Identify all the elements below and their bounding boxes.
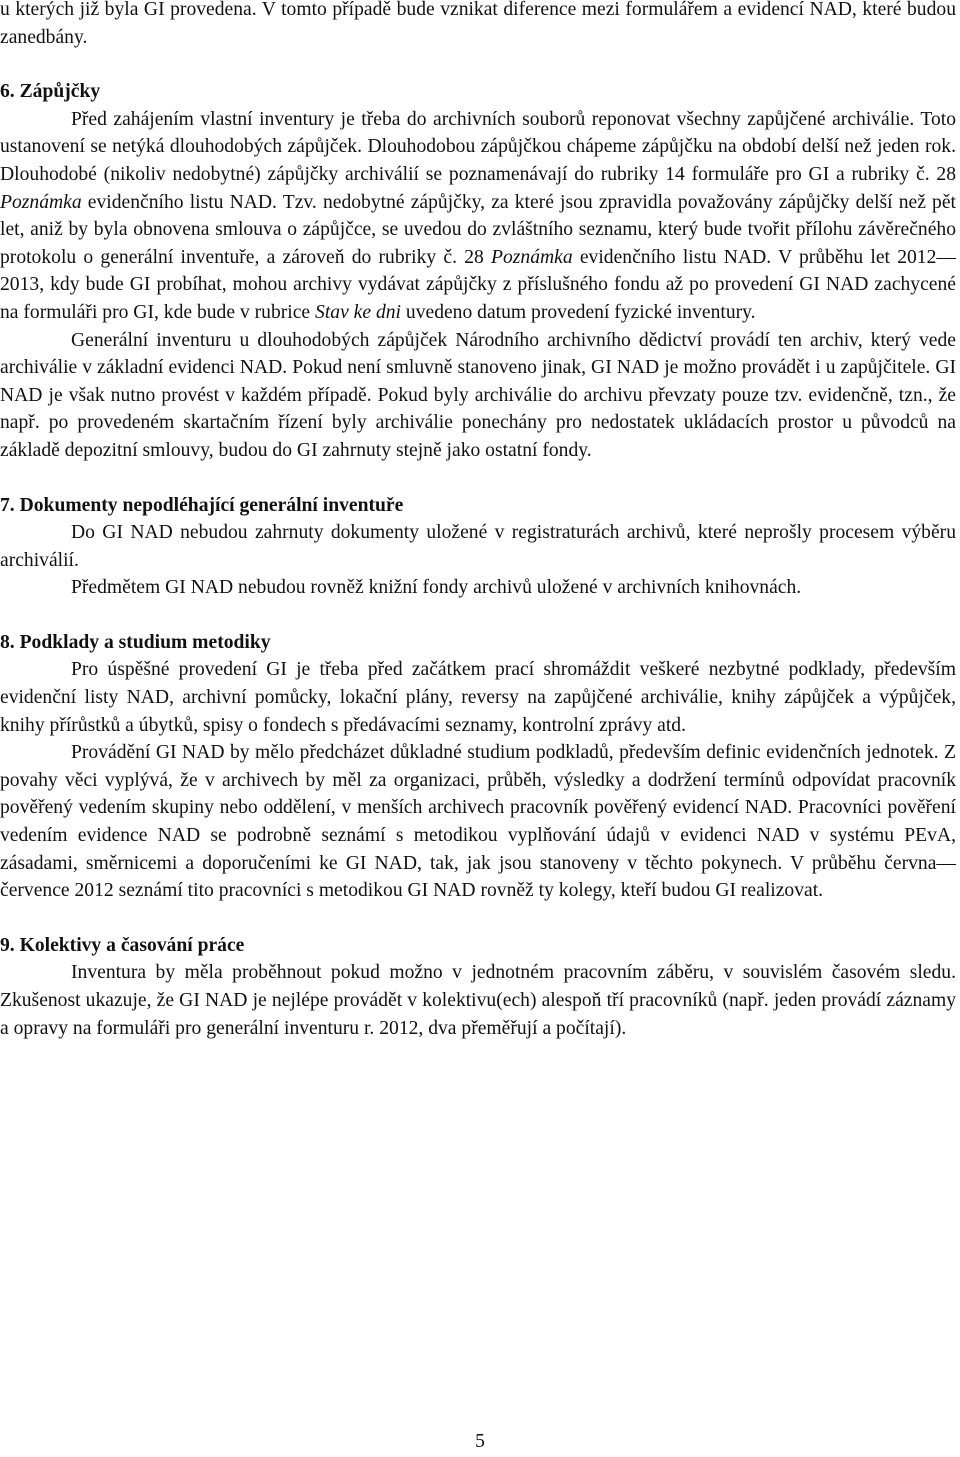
- italic-term: Poznámka: [0, 191, 82, 213]
- paragraph-kolektivy-1: Inventura by měla proběhnout pokud možno v jednotném pracovním záběru, v souvislém časovém sledu. Zkušenost ukazuje, že GI NAD je nejlépe provádět v kolektivu(ech) alespoň tří pracovníků (např. jeden provádí záznamy a opravy na formuláři pro generální inventuru r. 2012, dva přeměřují a počítají).: [0, 962, 956, 1039]
- paragraph-zapujcky-1: [0, 106, 956, 327]
- spacer: [0, 465, 956, 492]
- spacer: [0, 602, 956, 629]
- section-heading-dokumenty: 7. Dokumenty nepodléhající generální inventuře: [0, 494, 404, 516]
- paragraph-zapujcky-2: Generální inventuru u dlouhodobých zápůjček Národního archivního dědictví provádí ten archiv, který vede archiválie v základní evidenci NAD. Pokud není smluvně stanoveno jinak, GI NAD je možno provádět i u zapůjčitele. GI NAD je však nutno provést v každém případě. Pokud byly archiválie do archivu převzaty pouze tzv. evidenčně, tzn., že např. po provedeném skartačním řízení byly archiválie ponechány pro nedostatek ukládacích prostor u původců na základě depozitní smlouvy, budou do GI zahrnuty stejně jako ostatní fondy.: [0, 329, 956, 461]
- section-heading-kolektivy: 9. Kolektivy a časování práce: [0, 934, 245, 956]
- text-run: Před zahájením vlastní inventury je třeba do archivních souborů reponovat všechny zapůjčené archiválie. Toto ustanovení se netýká dlouhodobých zápůjček. Dlouhodobou zápůjčkou chápeme zápůjčku na období delší než jeden rok. Dlouhodobé (nikoliv nedobytné) zápůjčky archiválií se poznamenávají do rubriky 14 formuláře pro GI a rubriky č. 28: [0, 108, 956, 185]
- paragraph-podklady-1: Pro úspěšné provedení GI je třeba před začátkem prací shromáždit veškeré nezbytné podklady, především evidenční listy NAD, archivní pomůcky, lokační plány, reversy na zapůjčené archiválie, knihy zápůjček a výpůjček, knihy přírůstků a úbytků, spisy o fondech s předávacími seznamy, kontrolní zprávy atd.: [0, 659, 956, 736]
- text-run: evidenčního listu NAD. Tzv. nedobytné zápůjčky, za které jsou zpravidla považovány zápůjčky delší než pět let, aniž by byla obnovena smlouva o zápůjčce, se uvedou do zvláštního seznamu, který bude tvořit přílohu závěrečného protokolu o generální inventuře, a zároveň do rubriky č. 28: [0, 191, 956, 268]
- spacer: [0, 905, 956, 932]
- italic-term: Stav ke dni: [315, 301, 401, 323]
- section-heading-zapujcky: 6. Zápůjčky: [0, 81, 101, 103]
- paragraph-podklady-2: Provádění GI NAD by mělo předcházet důkladné studium podkladů, především definic evidenčních jednotek. Z povahy věci vyplývá, že v archivech by měl za organizaci, průběh, výsledky a dodržení termínů odpovídat pracovník pověřený vedením skupiny nebo oddělení, v menších archivech pracovník pověřený evidencí NAD. Pracovníci pověření vedením evidence NAD se podrobně seznámí s metodikou vyplňování údajů v evidenci NAD v systému PEvA, zásadami, směrnicemi a doporučeními ke GI NAD, tak, jak jsou stanoveny v těchto pokynech. V průběhu června—července 2012 seznámí tito pracovníci s metodikou GI NAD rovněž ty kolegy, kteří budou GI realizovat.: [0, 742, 956, 902]
- text-run: evidenčního listu NAD. V průběhu let 2012—2013, kdy bude GI probíhat, mohou archivy vydávat zápůjčky z příslušného fondu až po provedení GI NAD zachycené na formuláři pro GI, kde bude v rubrice: [0, 246, 956, 323]
- text-run: uvedeno datum provedení fyzické inventury.: [401, 301, 756, 323]
- paragraph-dokumenty-2: Předmětem GI NAD nebudou rovněž knižní fondy archivů uložené v archivních knihovnách.: [71, 577, 802, 599]
- section-heading-podklady: 8. Podklady a studium metodiky: [0, 631, 271, 653]
- italic-term: Poznámka: [491, 246, 573, 268]
- intro-paragraph: u kterých již byla GI provedena. V tomto případě bude vznikat diference mezi formulářem a evidencí NAD, které budou zanedbány.: [0, 0, 956, 48]
- paragraph-dokumenty-1: Do GI NAD nebudou zahrnuty dokumenty uložené v registraturách archivů, které neprošly procesem výběru archiválií.: [0, 522, 956, 571]
- spacer: [0, 51, 956, 78]
- page-number: 5: [475, 1431, 485, 1452]
